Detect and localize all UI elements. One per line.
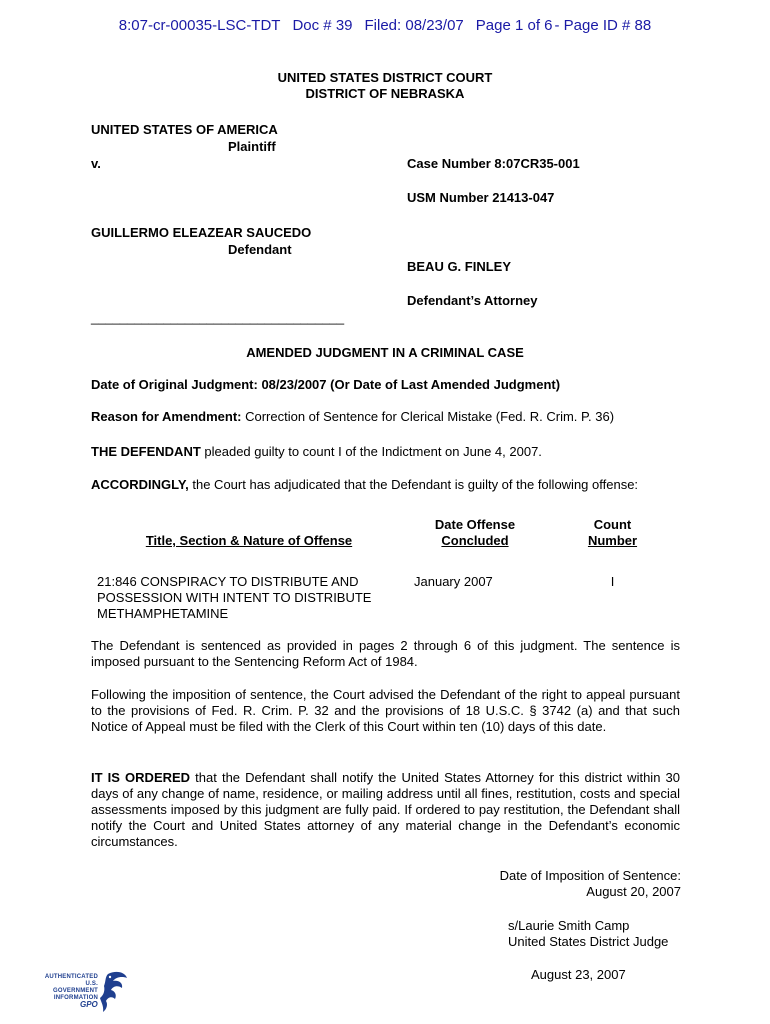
signature-date: August 23, 2007 <box>531 967 626 982</box>
ordered-label: IT IS ORDERED <box>91 770 191 785</box>
amendment-text: Correction of Sentence for Clerical Mistake (Fed. R. Crim. P. 36) <box>241 409 615 424</box>
plea-text: pleaded guilty to count I of the Indictment on June 4, 2007. <box>200 444 542 459</box>
offense-count: I <box>610 574 615 589</box>
header-date-line1: Date Offense <box>434 517 516 532</box>
plaintiff-role: Plaintiff <box>228 139 276 154</box>
stamp-page: Page 1 of 6 <box>475 17 553 34</box>
case-number: Case Number 8:07CR35-001 <box>407 156 580 171</box>
stamp-case-id: 8:07-cr-00035-LSC-TDT <box>118 17 281 34</box>
reason-for-amendment <box>91 409 680 425</box>
court-district: DISTRICT OF NEBRASKA <box>305 86 465 101</box>
imposition-date: August 20, 2007 <box>586 884 681 899</box>
document-title: AMENDED JUDGMENT IN A CRIMINAL CASE <box>246 345 524 360</box>
judge-signature: s/Laurie Smith Camp <box>508 918 630 933</box>
gpo-line1: AUTHENTICATED <box>44 974 98 980</box>
court-name: UNITED STATES DISTRICT COURT <box>277 70 493 85</box>
judge-title: United States District Judge <box>508 934 669 949</box>
plaintiff-name: UNITED STATES OF AMERICA <box>91 122 278 137</box>
header-offense-title: Title, Section & Nature of Offense <box>145 533 353 548</box>
ordered-paragraph <box>91 770 680 850</box>
offense-line3: METHAMPHETAMINE <box>97 606 229 621</box>
imposition-label: Date of Imposition of Sentence: <box>499 868 681 883</box>
offense-date: January 2007 <box>414 574 493 589</box>
defendant-name: GUILLERMO ELEAZEAR SAUCEDO <box>91 225 312 240</box>
stamp-filed: Filed: 08/23/07 <box>364 17 464 34</box>
sentenced-paragraph: The Defendant is sentenced as provided in pages 2 through 6 of this judgment. The sentence is imposed pursuant to the Sentencing Reform Act of 1984. <box>91 638 680 669</box>
gpo-authentication-logo <box>40 968 130 1018</box>
plea-label: THE DEFENDANT <box>91 444 201 459</box>
original-judgment-date: Date of Original Judgment: 08/23/2007 (Or Date of Last Amended Judgment) <box>91 377 561 392</box>
caption-rule: ___________________________________ <box>91 310 345 325</box>
offense-line1: 21:846 CONSPIRACY TO DISTRIBUTE AND <box>97 574 359 589</box>
stamp-page-id: - Page ID # 88 <box>554 17 652 34</box>
versus: v. <box>91 156 101 171</box>
gpo-line2: U.S. GOVERNMENT <box>52 981 98 994</box>
header-count-line2: Number <box>587 533 638 548</box>
header-count-line1: Count <box>593 517 632 532</box>
appeal-paragraph: Following the imposition of sentence, the Court advised the Defendant of the right to appeal pursuant to the provisions of Fed. R. Crim. P. 32 and the provisions of 18 U.S.C. § 3742 (a) and that such Notice of Appeal must be filed with the Clerk of this Court within ten (10) days of this date. <box>91 687 680 734</box>
header-date-line2: Concluded <box>441 533 509 548</box>
ordered-text: that the Defendant shall notify the United States Attorney for this district within 30 days of any change of name, residence, or mailing address until all fines, restitution, costs and special assessments imposed by this judgment are fully paid. If ordered to pay restitution, the Defendant shall notify the Court and United States attorney of any material change in the Defendant’s economic circumstances. <box>91 770 680 849</box>
accordingly-text: the Court has adjudicated that the Defendant is guilty of the following offense: <box>188 477 639 492</box>
offense-line2: POSSESSION WITH INTENT TO DISTRIBUTE <box>97 590 372 605</box>
filing-stamp <box>0 17 770 35</box>
accordingly-label: ACCORDINGLY, <box>91 477 189 492</box>
header-date-concluded <box>405 517 545 549</box>
attorney-name: BEAU G. FINLEY <box>407 259 512 274</box>
court-heading <box>0 70 770 102</box>
gpo-mark: GPO <box>80 1000 98 1009</box>
imposition-block <box>380 868 681 900</box>
adjudication-statement <box>91 477 680 493</box>
eagle-icon <box>98 968 130 1016</box>
header-count-number <box>575 517 650 549</box>
gpo-line3: INFORMATION <box>53 995 98 1001</box>
stamp-doc: Doc # 39 <box>292 17 353 34</box>
amendment-label: Reason for Amendment: <box>91 409 242 424</box>
offense-description <box>97 574 371 622</box>
usm-number: USM Number 21413-047 <box>407 190 555 205</box>
defendant-plea <box>91 444 680 460</box>
defendant-role: Defendant <box>228 242 292 257</box>
attorney-role: Defendant’s Attorney <box>407 293 538 308</box>
signature-block <box>508 918 668 950</box>
